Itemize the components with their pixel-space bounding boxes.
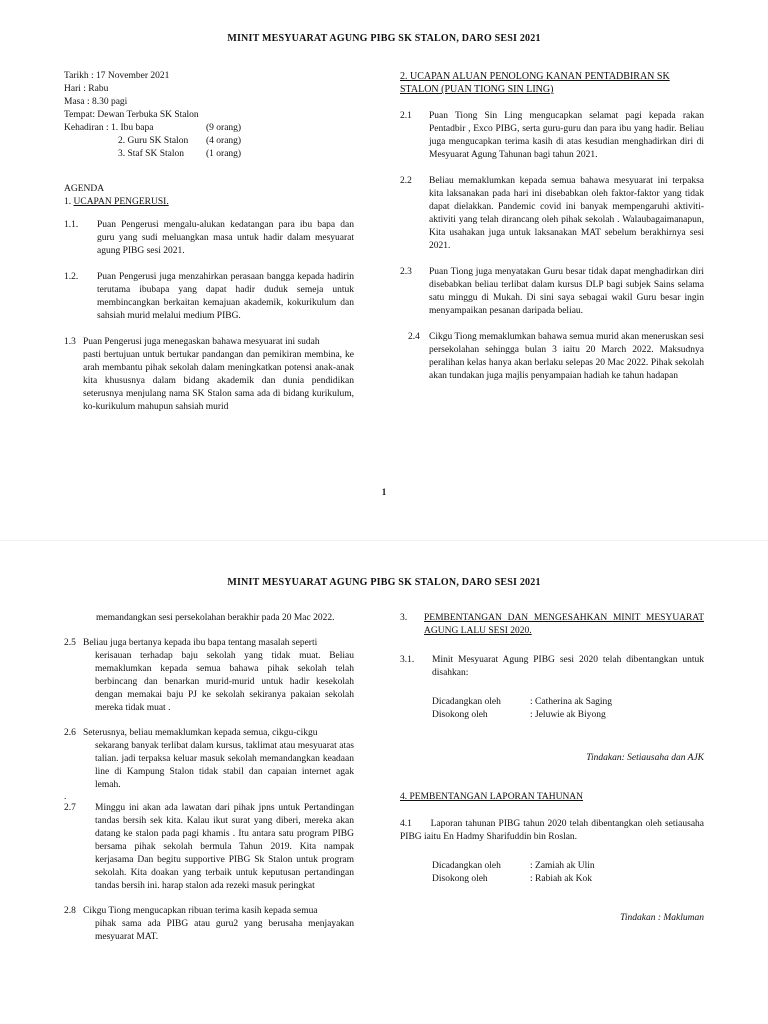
- tindakan-2: Tindakan : Makluman: [620, 913, 704, 923]
- section-3-heading: 3. PEMBENTANGAN DAN MENGESAHKAN MINIT MESYUARAT AGUNG LALU SESI 2020.: [400, 613, 704, 636]
- endorsement-block-2: Dicadangkan oleh : Zamiah ak Ulin Disokong oleh : Rabiah ak Kok: [432, 861, 595, 884]
- page2-left-column: [64, 612, 354, 944]
- paragraph-2-3: 2.3 Puan Tiong juga menyatakan Guru besar tidak dapat menghadirkan diri disebabkan beliau terlibat dalam kursus DLP bagi subjek Sains selama satu minggu di Mukah. Di sini saya sebagai wakil Guru besar ingin menyampaikan pesanan daripada beliau.: [400, 267, 704, 316]
- paragraph-1-1: 1.1. Puan Pengerusi mengalu-alukan kedatangan para ibu bapa dan guru yang sudi meluangkan masa untuk hadir dalam mesyuarat agung PIBG sesi 2021.: [64, 220, 354, 256]
- kehadiran-row-2: 2. Guru SK Stalon (4 orang): [118, 136, 242, 146]
- agenda-heading: AGENDA: [64, 184, 105, 194]
- section-1-heading: 1. UCAPAN PENGERUSI.: [64, 197, 169, 207]
- paragraph-2-6: 2.6 Seterusnya, beliau memaklumkan kepada semua, cikgu-cikgu sekarang banyak terlibat dalam kursus, taklimat atau mesyuarat atas talian. jadi terpaksa keluar masuk sekolah memandangkan keadaan line di Kampung Stalon tidak stabil dan capaian internet agak lemah.: [64, 728, 354, 790]
- endorsement-block-1: Dicadangkan oleh : Catherina ak Saging Disokong oleh : Jeluwie ak Biyong: [432, 697, 613, 720]
- page1-left-column: [64, 70, 354, 414]
- page1-right-column: [400, 70, 704, 383]
- paragraph-1-3: 1.3 Puan Pengerusi juga menegaskan bahawa mesyuarat ini sudah pasti bertujuan untuk bertukar pandangan dan pemikiran membina, ke arah membantu pihak sekolah dalam meningkatkan potensi anak-anak kita khususnya dalam bidang akademik dan dunia pendidikan seterusnya menjulang nama SK Stalon sama ada di bidang kurikulum, ko-kurikulum mahupun sahsiah murid: [64, 337, 354, 412]
- paragraph-2-7: 2.7 Minggu ini akan ada lawatan dari pihak jpns untuk Pertandingan tandas bersih sek kita. Kalau ikut surat yang diberi, mereka akan datang ke stalon pada pagi khamis . Itu antara satu program PIBG bersama pihak sekolah bermula Tahun 2019. Kita nampak kerjasama Dan begitu supportive PIBG Sk Stalon untuk program sekolah. Kita doakan yang terbaik untuk keputusan pertandingan tandas bersih ini. harap stalon ada rezeki masuk peringkat: [64, 803, 354, 891]
- stray-dot: .: [64, 792, 67, 802]
- masa: Masa : 8.30 pagi: [64, 97, 128, 107]
- tindakan-1: Tindakan: Setiausaha dan AJK: [586, 753, 704, 763]
- paragraph-2-2: 2.2 Beliau memaklumkan kepada semua bahawa mesyuarat ini terpaksa kita laksanakan pada hari ini disebabkan oleh faktor-faktor yang tidak dapat dielakkan. Pandemic covid ini banyak mempengaruhi aktiviti- aktiviti yang telah dirancang oleh pihak sekolah . Walaubagaimanapun, Kita usahakan juga untuk laksanakan MAT sebelum berakhirnya sesi 2021.: [400, 176, 704, 251]
- kehadiran-row-1: Kehadiran : 1. Ibu bapa (9 orang): [64, 123, 242, 133]
- paragraph-continued: memandangkan sesi persekolahan berakhir pada 20 Mac 2022.: [96, 613, 335, 623]
- tempat: Tempat: Dewan Terbuka SK Stalon: [64, 110, 199, 120]
- paragraph-2-4: 2.4 Cikgu Tiong memaklumkan bahawa semua murid akan meneruskan sesi persekolahan sehingga bulan 3 iaitu 20 March 2022. Maksudnya peralihan kelas hanya akan berlaku selepas 20 Mac 2022. Pihak sekolah akan tundakan juga majlis penyampaian hadiah ke tahun hadapan: [408, 332, 704, 381]
- paragraph-2-8: 2.8 Cikgu Tiong mengucapkan ribuan terima kasih kepada semua pihak sama ada PIBG atau guru2 yang berusaha menjayakan mesyuarat MAT.: [64, 906, 354, 942]
- hari: Hari : Rabu: [64, 84, 109, 94]
- page2-right-column: [400, 612, 704, 925]
- tarikh: Tarikh : 17 November 2021: [64, 71, 170, 81]
- paragraph-1-2: 1.2. Puan Pengerusi juga menzahirkan perasaan bangga kepada hadirin terutama ibubapa yang dapat hadir duduk semeja untuk membincangkan berkaitan kemajuan akademik, kokurikulum dan sahsiah murid melalui medium PIBG.: [64, 272, 354, 321]
- page2-title: MINIT MESYUARAT AGUNG PIBG SK STALON, DARO SESI 2021: [227, 577, 541, 588]
- section-2-heading: 2. UCAPAN ALUAN PENOLONG KANAN PENTADBIRAN SK STALON (PUAN TIONG SIN LING): [400, 71, 670, 95]
- page1-title: MINIT MESYUARAT AGUNG PIBG SK STALON, DARO SESI 2021: [227, 33, 541, 44]
- paragraph-4-1: 4.1 Laporan tahunan PIBG tahun 2020 telah dibentangkan oleh setiausaha PIBG iaitu En Hadmy Sharifuddin bin Roslan.: [400, 819, 705, 842]
- paragraph-3-1: 3.1. Minit Mesyuarat Agung PIBG sesi 2020 telah dibentangkan untuk disahkan:: [400, 655, 704, 678]
- paragraph-2-1: 2.1 Puan Tiong Sin Ling mengucapkan selamat pagi kepada rakan Pentadbir , Exco PIBG, serta guru-guru dan para ibu yang hadir. Beliau juga mengucapkan terima kasih di atas kesudian menghadirkan diri di Mesyuarat Agung Tahunan bagi tahun 2021.: [400, 111, 704, 160]
- page-number: 1: [381, 487, 387, 497]
- section-4-heading: 4. PEMBENTANGAN LAPORAN TAHUNAN: [400, 792, 584, 802]
- kehadiran-row-3: 3. Staf SK Stalon (1 orang): [118, 149, 242, 159]
- paragraph-2-5: 2.5 Beliau juga bertanya kepada ibu bapa tentang masalah seperti kerisauan terhadap baju sekolah yang tidak muat. Beliau memaklumkan kepada semua bahawa pihak sekolah telah berbincang dan benarkan murid-murid untuk hadir kesekolah dengan memakai baju PJ ke sekolah sekiranya pakaian sekolah mereka tidak muat .: [64, 638, 354, 713]
- page-divider: [0, 540, 768, 541]
